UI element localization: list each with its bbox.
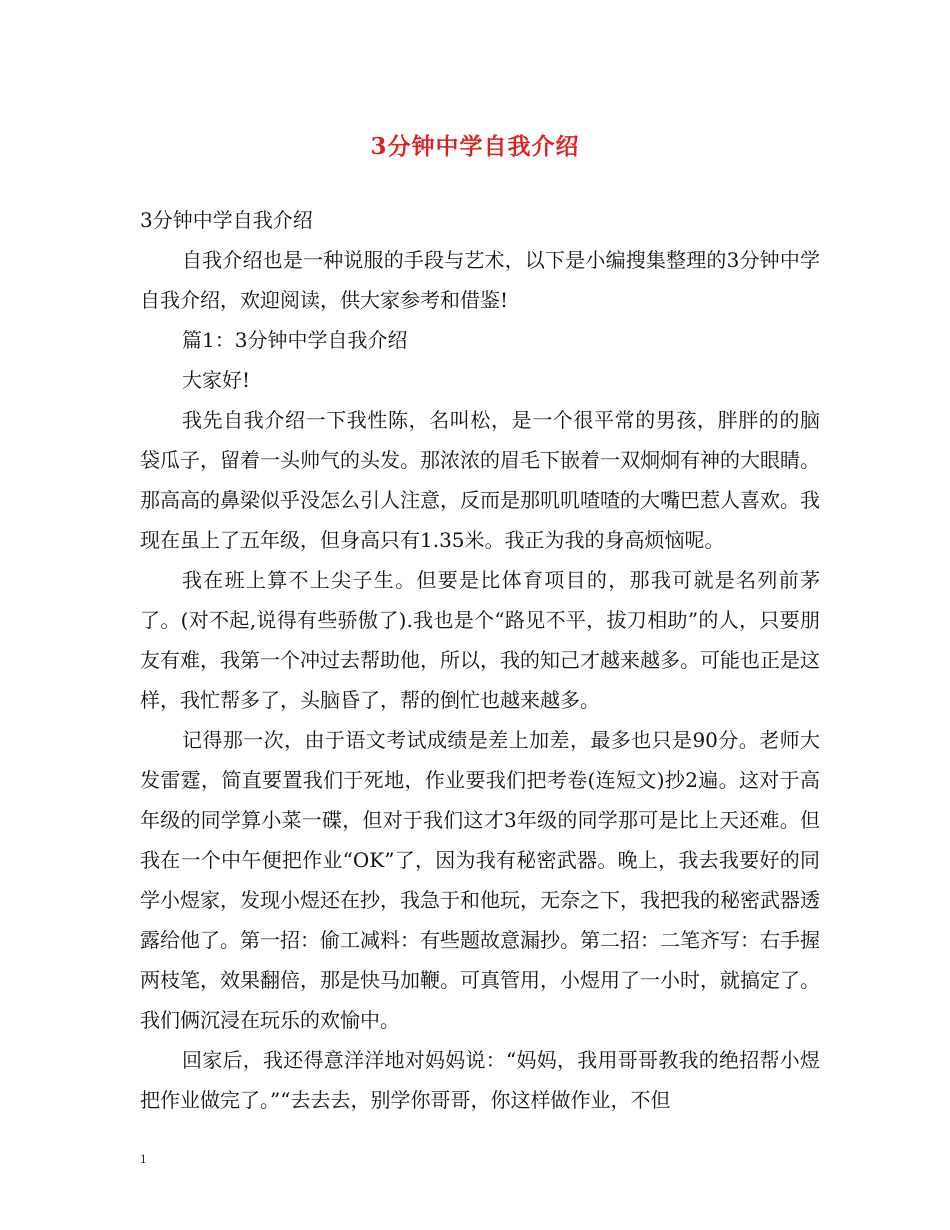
paragraph-homework-story: 记得那一次，由于语文考试成绩是差上加差，最多也只是90分。老师大发雷霆，简直要置我们于死地，作业要我们把考卷(连短文)抄2遍。这对于高年级的同学算小菜一碟，但对于我们这才3年级的同学那可是比上天还难。但我在一个中午便把作业“OK”了，因为我有秘密武器。晚上，我去我要好的同学小煜家，发现小煜还在抄，我急于和他玩，无奈之下，我把我的秘密武器透露给他了。第一招：偷工减料：有些题故意漏抄。第二招：二笔齐写：右手握两枝笔，效果翻倍，那是快马加鞭。可真管用，小煜用了一小时，就搞定了。我们俩沉浸在玩乐的欢愉中。 <box>140 728 820 1032</box>
paragraph-class-performance: 我在班上算不上尖子生。但要是比体育项目的，那我可就是名列前茅了。(对不起,说得有些骄傲了).我也是个“路见不平，拔刀相助”的人，只要朋友有难，我第一个冲过去帮助他，所以，我的知己才越来越多。可能也正是这样，我忙帮多了，头脑昏了，帮的倒忙也越来越多。 <box>140 568 820 712</box>
document-title: 3分钟中学自我介绍 <box>370 133 580 160</box>
page-number: 1 <box>140 1151 147 1166</box>
paragraph-intro: 自我介绍也是一种说服的手段与艺术，以下是小编搜集整理的3分钟中学自我介绍，欢迎阅读，供大家参考和借鉴! <box>140 248 820 312</box>
greeting-line: 大家好! <box>182 368 251 392</box>
section-heading: 篇1：3分钟中学自我介绍 <box>182 328 408 352</box>
document-body <box>140 200 820 1120</box>
paragraph-self-description: 我先自我介绍一下我性陈，名叫松，是一个很平常的男孩，胖胖的的脑袋瓜子，留着一头帅气的头发。那浓浓的眉毛下嵌着一双炯炯有神的大眼睛。那高高的鼻梁似乎没怎么引人注意，反而是那叽叽喳喳的大嘴巴惹人喜欢。我现在虽上了五年级，但身高只有1.35米。我正为我的身高烦恼呢。 <box>140 408 820 552</box>
paragraph-going-home: 回家后，我还得意洋洋地对妈妈说：“妈妈，我用哥哥教我的绝招帮小煜把作业做完了。”“去去去，别学你哥哥，你这样做作业，不但 <box>140 1048 820 1112</box>
subtitle-line: 3分钟中学自我介绍 <box>140 208 313 232</box>
